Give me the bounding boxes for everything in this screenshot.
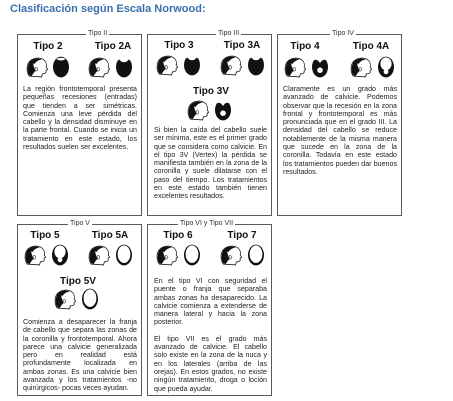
tipo-vi-vii-panel xyxy=(147,220,272,396)
tipo-3a-label: Tipo 3A xyxy=(223,40,261,51)
top-head-icon xyxy=(246,243,266,267)
tipo-3v-label: Tipo 3V xyxy=(193,86,229,97)
top-head-icon xyxy=(50,243,70,267)
tipo-6-label: Tipo 6 xyxy=(163,230,193,241)
side-head-icon xyxy=(154,53,180,77)
tipo-5v-label: Tipo 5V xyxy=(60,276,96,287)
top-head-icon xyxy=(310,55,330,79)
tipo-ii-description: La región frontotemporal presenta pequeñas recesiones (entradas) que tienden a ser simétricas. Comienza una leve pérdida del cabello y la densidad disminuye en la parte frontal. Cuando se inicia un tratamiento en este estado, los resultados suelen ser excelentes. xyxy=(23,85,137,152)
tipo-ii-panel xyxy=(17,30,142,216)
tipo-vi-vii-description xyxy=(154,277,267,401)
tipo-iii-panel xyxy=(147,30,272,216)
top-head-icon xyxy=(80,287,100,311)
tipo-vii-paragraph: El tipo VII es el grado más avanzado de calvicie. El cabello solo existe en la zona de la nuca y en los laterales (arriba de las orejas). En estos grados, no existe ningún tratamiento, droga o loción que pueda ayudar. xyxy=(154,334,267,393)
side-head-icon xyxy=(22,243,48,267)
tipo-3-label: Tipo 3 xyxy=(164,40,194,51)
top-head-icon xyxy=(114,243,134,267)
tipo-7-label: Tipo 7 xyxy=(227,230,257,241)
top-head-icon xyxy=(51,55,71,79)
panel-legend: Tipo III xyxy=(218,30,240,37)
tipo-vi-paragraph: En el tipo VI con seguridad el puente o franja que separaba ambas zonas ha desaparecido. La calvicie comienza a extenderse de manera lateral y hacia la zona posterior. xyxy=(154,277,267,327)
tipo-2-label: Tipo 2 xyxy=(33,41,63,52)
panel-legend: Tipo VI y Tipo VII xyxy=(180,220,234,227)
side-head-icon xyxy=(52,287,78,311)
side-head-icon xyxy=(86,243,112,267)
tipo-2a-label: Tipo 2A xyxy=(94,41,132,52)
tipo-iii-description: Si bien la caída del cabello suele ser mínima, este es el primer grado que se considera como calvicie. En el tipo 3V (Vertex) la pérdida se manifiesta también en la zona de la coronilla y suele dilatarse con el paso del tiempo. Los tratamientos en este estado también tienen excelentes resultados. xyxy=(154,126,267,201)
side-head-icon xyxy=(348,55,374,79)
panel-legend: Tipo II xyxy=(88,30,108,37)
top-head-icon xyxy=(182,53,202,77)
panel-legend: Tipo V xyxy=(70,220,90,227)
side-head-icon xyxy=(24,55,50,79)
top-head-icon xyxy=(213,98,233,122)
top-head-icon xyxy=(182,243,202,267)
side-head-icon xyxy=(218,243,244,267)
tipo-v-description: Comienza a desaparecer la franja de cabello que separa las zonas de la coronilla y frontotemporal. Ahora parece una calvicie generalizada pero en realidad está profundamente localizada en ambas zonas. Es una calvicie bien avanzada y los tratamientos -no quirúrgicos- pocas veces ayudan. xyxy=(23,318,137,393)
page-title: Clasificación según Escala Norwood: xyxy=(10,3,206,15)
tipo-5a-label: Tipo 5A xyxy=(91,230,129,241)
side-head-icon xyxy=(185,98,211,122)
top-head-icon xyxy=(376,55,396,79)
tipo-4-label: Tipo 4 xyxy=(290,41,320,52)
tipo-v-panel xyxy=(17,220,142,396)
side-head-icon xyxy=(154,243,180,267)
top-head-icon xyxy=(114,55,134,79)
side-head-icon xyxy=(282,55,308,79)
side-head-icon xyxy=(86,55,112,79)
tipo-iv-description: Claramente es un grado más avanzado de calvicie. Podemos observar que la recesión en la zona frontal y frontotemporal es más pronunciada que en el grado III. La densidad del cabello se reduce notablemente de la misma manera que sucede en la zona de la coronilla. Todavía en este estado los tratamientos pueden dar buenos resultados. xyxy=(283,85,397,176)
panel-legend: Tipo IV xyxy=(332,30,354,37)
tipo-5-label: Tipo 5 xyxy=(30,230,60,241)
side-head-icon xyxy=(218,53,244,77)
tipo-iv-panel xyxy=(277,30,402,216)
top-head-icon xyxy=(246,53,266,77)
tipo-4a-label: Tipo 4A xyxy=(352,41,390,52)
